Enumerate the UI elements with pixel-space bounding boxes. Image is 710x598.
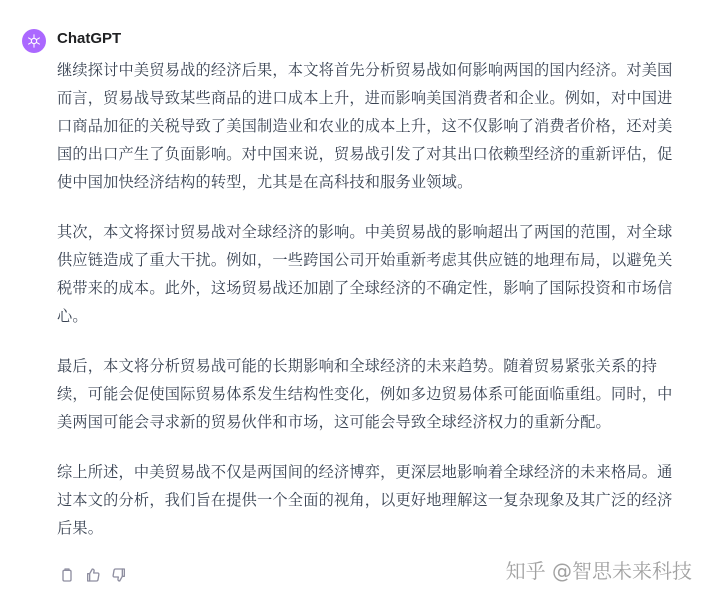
message-paragraph: 综上所述，中美贸易战不仅是两国间的经济博弈，更深层地影响着全球经济的未来格局。通过本文的分析，我们旨在提供一个全面的视角，以更好地理解这一复杂现象及其广泛的经济后果。 bbox=[57, 463, 673, 537]
message-actions bbox=[58, 566, 128, 584]
watermark-text: 知乎 @智思未来科技 bbox=[505, 559, 692, 583]
message-paragraph: 继续探讨中美贸易战的经济后果，本文将首先分析贸易战如何影响两国的国内经济。对美国而言，贸易战导致某些商品的进口成本上升，进而影响美国消费者和企业。例如，对中国进口商品加征的关税导致了美国制造业和农业的成本上升，这不仅影响了消费者价格，还对美国的出口产生了负面影响。对中国来说，贸易战引发了对其出口依赖型经济的重新评估，促使中国加快经济结构的转型，尤其是在高科技和服务业领域。 bbox=[57, 61, 673, 191]
message-paragraph: 其次，本文将探讨贸易战对全球经济的影响。中美贸易战的影响超出了两国的范围，对全球供应链造成了重大干扰。例如，一些跨国公司开始重新考虑其供应链的地理布局，以避免关税带来的成本。此外，这场贸易战还加剧了全球经济的不确定性，影响了国际投资和市场信心。 bbox=[57, 223, 673, 325]
message-paragraph: 最后，本文将分析贸易战可能的长期影响和全球经济的未来趋势。随着贸易紧张关系的持续，可能会促使国际贸易体系发生结构性变化，例如多边贸易体系可能面临重组。同时，中美两国可能会寻求新的贸易伙伴和市场，这可能会导致全球经济权力的重新分配。 bbox=[57, 357, 673, 431]
copy-button[interactable] bbox=[58, 566, 76, 584]
watermark bbox=[506, 555, 692, 584]
message-body bbox=[57, 56, 677, 564]
openai-logo-icon bbox=[26, 33, 42, 49]
chatgpt-avatar bbox=[22, 29, 46, 53]
thumbs-up-icon bbox=[85, 567, 101, 583]
thumbs-down-icon bbox=[111, 567, 127, 583]
message-author: ChatGPT bbox=[57, 30, 122, 47]
thumbs-up-button[interactable] bbox=[84, 566, 102, 584]
copy-icon bbox=[59, 567, 75, 583]
thumbs-down-button[interactable] bbox=[110, 566, 128, 584]
